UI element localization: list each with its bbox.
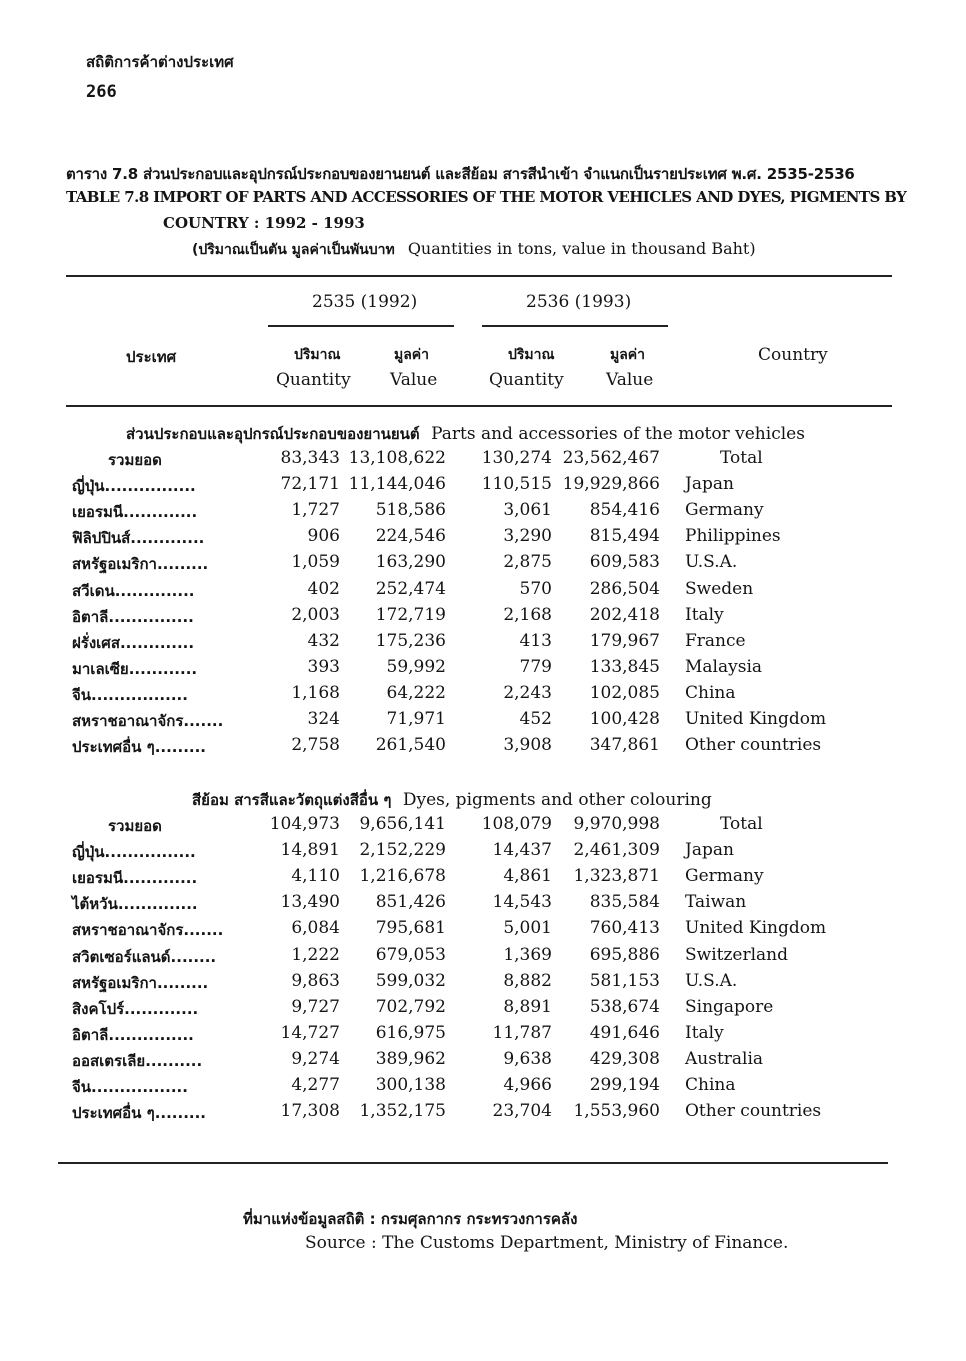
table-row xyxy=(0,526,966,552)
value-1993-cell: 347,861 xyxy=(589,735,660,756)
section1-title-thai: ส่วนประกอบและอุปกรณ์ประกอบของยานยนต์ xyxy=(126,425,420,443)
country-thai-cell: สวีเดน.............. xyxy=(72,581,195,600)
table-row xyxy=(0,631,966,657)
country-thai-cell: ฟิลิปปินส์............. xyxy=(72,529,205,548)
quantity-1993-cell: 4,966 xyxy=(503,1075,552,1095)
value-1993-cell: 581,153 xyxy=(589,970,660,991)
country-english-cell: Malaysia xyxy=(685,656,763,677)
quantity-1992-cell: 14,891 xyxy=(280,840,340,861)
year1-header: 2535 (1992) xyxy=(312,292,418,312)
quantity-1993-cell: 130,274 xyxy=(481,448,552,468)
table-row xyxy=(0,474,966,500)
quantity-1993-cell: 23,704 xyxy=(492,1101,552,1122)
table-header-rule xyxy=(66,405,892,407)
country-thai-cell: เยอรมนี............. xyxy=(72,869,198,888)
country-english-cell: China xyxy=(685,1075,736,1095)
qty1-header-english: Quantity xyxy=(276,370,351,390)
table-top-rule xyxy=(66,275,892,277)
value-1992-cell: 224,546 xyxy=(375,526,446,547)
quantity-1992-cell: 1,059 xyxy=(291,552,340,573)
country-english-cell: France xyxy=(685,630,746,651)
value-1992-cell: 518,586 xyxy=(375,500,446,521)
value-1992-cell: 64,222 xyxy=(386,682,446,703)
quantity-1993-cell: 14,543 xyxy=(492,892,552,913)
table-row xyxy=(0,892,966,918)
value-1993-cell: 429,308 xyxy=(589,1048,660,1069)
quantity-1993-cell: 2,243 xyxy=(503,682,552,703)
table-row xyxy=(0,1101,966,1127)
quantity-1992-cell: 72,171 xyxy=(280,474,340,495)
val1-header-english: Value xyxy=(390,370,438,390)
quantity-1993-cell: 8,882 xyxy=(503,970,552,991)
country-thai-cell: ออสเตรเลีย.......... xyxy=(72,1051,203,1070)
value-1992-cell: 851,426 xyxy=(375,892,446,913)
value-1992-cell: 9,656,141 xyxy=(359,814,446,834)
section2-title-thai: สีย้อม สารสีและวัตถุแต่งสีอื่น ๆ xyxy=(192,791,392,809)
table-row xyxy=(0,657,966,683)
value-1992-cell: 163,290 xyxy=(375,552,446,573)
quantity-1993-cell: 9,638 xyxy=(503,1048,552,1069)
quantity-1992-cell: 14,727 xyxy=(280,1022,340,1043)
value-1992-cell: 300,138 xyxy=(375,1075,446,1095)
quantity-1993-cell: 779 xyxy=(519,656,552,677)
quantity-1992-cell: 9,274 xyxy=(291,1048,340,1069)
value-1993-cell: 9,970,998 xyxy=(573,814,660,834)
value-1992-cell: 71,971 xyxy=(386,709,446,729)
val2-header-thai: มูลค่า xyxy=(610,347,646,363)
units-thai: (ปริมาณเป็นตัน มูลค่าเป็นพันบาท xyxy=(192,242,395,258)
value-1993-cell: 1,323,871 xyxy=(573,866,660,887)
table-row xyxy=(0,735,966,761)
table-title-thai: ตาราง 7.8 ส่วนประกอบและอุปกรณ์ประกอบของยานยนต์ และสีย้อม สารสีนำเข้า จำแนกเป็นรายประเทศ พ.ศ. 2535-2536 xyxy=(66,165,855,183)
country-thai-cell: สหรัฐอเมริกา......... xyxy=(72,973,209,992)
page-number: 266 xyxy=(86,82,117,102)
value-1993-cell: 854,416 xyxy=(589,500,660,521)
quantity-1993-cell: 452 xyxy=(519,709,552,729)
quantity-1993-cell: 110,515 xyxy=(481,474,552,495)
quantity-1992-cell: 6,084 xyxy=(291,918,340,939)
value-1993-cell: 760,413 xyxy=(589,918,660,939)
value-1992-cell: 599,032 xyxy=(375,970,446,991)
country-thai-cell: ฝรั่งเศส............. xyxy=(72,633,195,652)
country-english-cell: Total xyxy=(720,448,763,468)
table-units xyxy=(192,239,756,261)
table-row xyxy=(0,997,966,1023)
quantity-1992-cell: 402 xyxy=(307,578,340,599)
value-1993-cell: 609,583 xyxy=(589,552,660,573)
country-thai-cell: อิตาลี............... xyxy=(72,607,194,626)
country-english-cell: U.S.A. xyxy=(685,970,738,991)
value-1993-cell: 815,494 xyxy=(589,526,660,547)
quantity-1993-cell: 413 xyxy=(519,630,552,651)
quantity-1992-cell: 17,308 xyxy=(280,1101,340,1122)
section1-title-english: Parts and accessories of the motor vehicles xyxy=(431,424,805,444)
value-1992-cell: 59,992 xyxy=(386,656,446,677)
value-1993-cell: 286,504 xyxy=(589,578,660,599)
quantity-1992-cell: 104,973 xyxy=(269,814,340,834)
quantity-1993-cell: 1,369 xyxy=(503,944,552,965)
quantity-1992-cell: 393 xyxy=(307,656,340,677)
country-thai-cell: สิงคโปร์............. xyxy=(72,999,199,1018)
quantity-1992-cell: 13,490 xyxy=(280,892,340,913)
country-english-cell: Total xyxy=(720,814,763,834)
country-thai-cell: รวมยอด xyxy=(108,817,162,835)
running-title: สถิติการค้าต่างประเทศ xyxy=(86,53,234,71)
value-1992-cell: 11,144,046 xyxy=(348,474,446,495)
table-row xyxy=(0,552,966,578)
value-1992-cell: 389,962 xyxy=(375,1048,446,1069)
country-thai-cell: สวิตเซอร์แลนด์........ xyxy=(72,947,217,966)
table-row xyxy=(0,814,966,840)
table-row xyxy=(0,1049,966,1075)
table-row xyxy=(0,579,966,605)
quantity-1993-cell: 11,787 xyxy=(492,1022,552,1043)
quantity-1992-cell: 1,168 xyxy=(291,682,340,703)
country-english-cell: Italy xyxy=(685,1022,724,1043)
value-1993-cell: 835,584 xyxy=(589,892,660,913)
table-bottom-rule xyxy=(58,1162,888,1164)
table-row xyxy=(0,709,966,735)
year1-rule xyxy=(268,325,454,327)
value-1993-cell: 102,085 xyxy=(589,682,660,703)
value-1992-cell: 172,719 xyxy=(375,604,446,625)
value-1993-cell: 2,461,309 xyxy=(573,840,660,861)
quantity-1992-cell: 324 xyxy=(307,709,340,729)
quantity-1993-cell: 3,908 xyxy=(503,735,552,756)
value-1993-cell: 179,967 xyxy=(589,630,660,651)
qty1-header-thai: ปริมาณ xyxy=(294,347,341,363)
section1-title xyxy=(126,422,805,446)
quantity-1992-cell: 4,277 xyxy=(291,1075,340,1095)
section2-title xyxy=(192,788,712,812)
value-1992-cell: 1,216,678 xyxy=(359,866,446,887)
table-row xyxy=(0,448,966,474)
country-thai-cell: รวมยอด xyxy=(108,451,162,469)
country-thai-cell: อิตาลี............... xyxy=(72,1025,194,1044)
table-row xyxy=(0,500,966,526)
country-thai-cell: จีน................. xyxy=(72,685,188,704)
table-row xyxy=(0,1075,966,1101)
country-english-cell: Germany xyxy=(685,866,764,887)
value-1993-cell: 1,553,960 xyxy=(573,1101,660,1122)
country-thai-cell: จีน................. xyxy=(72,1078,188,1096)
quantity-1992-cell: 432 xyxy=(307,630,340,651)
value-1992-cell: 13,108,622 xyxy=(348,448,446,468)
qty2-header-english: Quantity xyxy=(489,370,564,390)
country-thai-cell: สหรัฐอเมริกา......... xyxy=(72,555,209,574)
quantity-1993-cell: 2,168 xyxy=(503,604,552,625)
quantity-1993-cell: 570 xyxy=(519,578,552,599)
value-1992-cell: 795,681 xyxy=(375,918,446,939)
table-title-english-cont: COUNTRY : 1992 - 1993 xyxy=(163,214,365,232)
quantity-1992-cell: 1,727 xyxy=(291,500,340,521)
country-english-cell: Other countries xyxy=(685,735,822,756)
country-english-cell: United Kingdom xyxy=(685,709,827,729)
quantity-1993-cell: 2,875 xyxy=(503,552,552,573)
country-english-cell: Japan xyxy=(685,840,734,861)
val1-header-thai: มูลค่า xyxy=(394,347,430,363)
table-row xyxy=(0,866,966,892)
quantity-1993-cell: 8,891 xyxy=(503,996,552,1017)
country-header-english: Country xyxy=(758,345,828,365)
table-row xyxy=(0,683,966,709)
country-english-cell: United Kingdom xyxy=(685,918,827,939)
country-thai-cell: สหราชอาณาจักร....... xyxy=(72,712,224,730)
value-1992-cell: 261,540 xyxy=(375,735,446,756)
country-thai-cell: ประเทศอื่น ๆ......... xyxy=(72,738,206,757)
country-thai-cell: มาเลเซีย............ xyxy=(72,659,198,678)
country-english-cell: Germany xyxy=(685,500,764,521)
year2-rule xyxy=(482,325,668,327)
value-1993-cell: 202,418 xyxy=(589,604,660,625)
quantity-1992-cell: 906 xyxy=(307,526,340,547)
value-1993-cell: 23,562,467 xyxy=(562,448,660,468)
country-thai-cell: ญี่ปุ่น................ xyxy=(72,477,196,496)
value-1993-cell: 133,845 xyxy=(589,656,660,677)
table-row xyxy=(0,945,966,971)
quantity-1992-cell: 1,222 xyxy=(291,944,340,965)
value-1993-cell: 538,674 xyxy=(589,996,660,1017)
value-1992-cell: 702,792 xyxy=(375,996,446,1017)
table-row xyxy=(0,840,966,866)
country-english-cell: Philippines xyxy=(685,526,781,547)
value-1992-cell: 616,975 xyxy=(375,1022,446,1043)
quantity-1992-cell: 9,863 xyxy=(291,970,340,991)
value-1993-cell: 491,646 xyxy=(589,1022,660,1043)
country-thai-cell: ไต้หวัน.............. xyxy=(72,895,198,914)
qty2-header-thai: ปริมาณ xyxy=(508,347,555,363)
quantity-1993-cell: 108,079 xyxy=(481,814,552,834)
value-1993-cell: 299,194 xyxy=(589,1075,660,1095)
country-english-cell: Other countries xyxy=(685,1101,822,1122)
country-header-thai: ประเทศ xyxy=(126,348,177,366)
quantity-1993-cell: 5,001 xyxy=(503,918,552,939)
country-thai-cell: ญี่ปุ่น................ xyxy=(72,843,196,862)
country-english-cell: U.S.A. xyxy=(685,552,738,573)
country-english-cell: Italy xyxy=(685,604,724,625)
country-english-cell: Australia xyxy=(685,1048,764,1069)
quantity-1992-cell: 4,110 xyxy=(291,866,340,887)
country-thai-cell: เยอรมนี............. xyxy=(72,503,198,522)
quantity-1993-cell: 4,861 xyxy=(503,866,552,887)
country-english-cell: China xyxy=(685,682,736,703)
quantity-1993-cell: 3,061 xyxy=(503,500,552,521)
value-1993-cell: 19,929,866 xyxy=(562,474,660,495)
value-1992-cell: 252,474 xyxy=(375,578,446,599)
table-row xyxy=(0,605,966,631)
table-row xyxy=(0,971,966,997)
quantity-1992-cell: 2,003 xyxy=(291,604,340,625)
table-title-english: TABLE 7.8 IMPORT OF PARTS AND ACCESSORIES OF THE MOTOR VEHICLES AND DYES, PIGMENTS BY xyxy=(66,188,907,206)
quantity-1992-cell: 2,758 xyxy=(291,735,340,756)
country-thai-cell: ประเทศอื่น ๆ......... xyxy=(72,1104,206,1123)
country-english-cell: Switzerland xyxy=(685,944,789,965)
section2-title-english: Dyes, pigments and other colouring xyxy=(402,790,712,810)
quantity-1992-cell: 83,343 xyxy=(280,448,340,468)
source-english: Source : The Customs Department, Ministry of Finance. xyxy=(305,1233,789,1253)
quantity-1992-cell: 9,727 xyxy=(291,996,340,1017)
year2-header: 2536 (1993) xyxy=(526,292,632,312)
source-thai: ที่มาแห่งข้อมูลสถิติ : กรมศุลกากร กระทรวงการคลัง xyxy=(243,1210,578,1228)
units-english: Quantities in tons, value in thousand Baht) xyxy=(407,239,756,258)
quantity-1993-cell: 14,437 xyxy=(492,840,552,861)
table-row xyxy=(0,918,966,944)
value-1992-cell: 175,236 xyxy=(375,630,446,651)
country-english-cell: Taiwan xyxy=(685,892,747,913)
country-english-cell: Sweden xyxy=(685,578,754,599)
value-1993-cell: 100,428 xyxy=(589,709,660,729)
value-1992-cell: 2,152,229 xyxy=(359,840,446,861)
val2-header-english: Value xyxy=(606,370,654,390)
value-1992-cell: 1,352,175 xyxy=(359,1101,446,1122)
country-english-cell: Japan xyxy=(685,474,734,495)
country-english-cell: Singapore xyxy=(685,996,774,1017)
country-thai-cell: สหราชอาณาจักร....... xyxy=(72,921,224,940)
value-1992-cell: 679,053 xyxy=(375,944,446,965)
quantity-1993-cell: 3,290 xyxy=(503,526,552,547)
table-row xyxy=(0,1023,966,1049)
value-1993-cell: 695,886 xyxy=(589,944,660,965)
